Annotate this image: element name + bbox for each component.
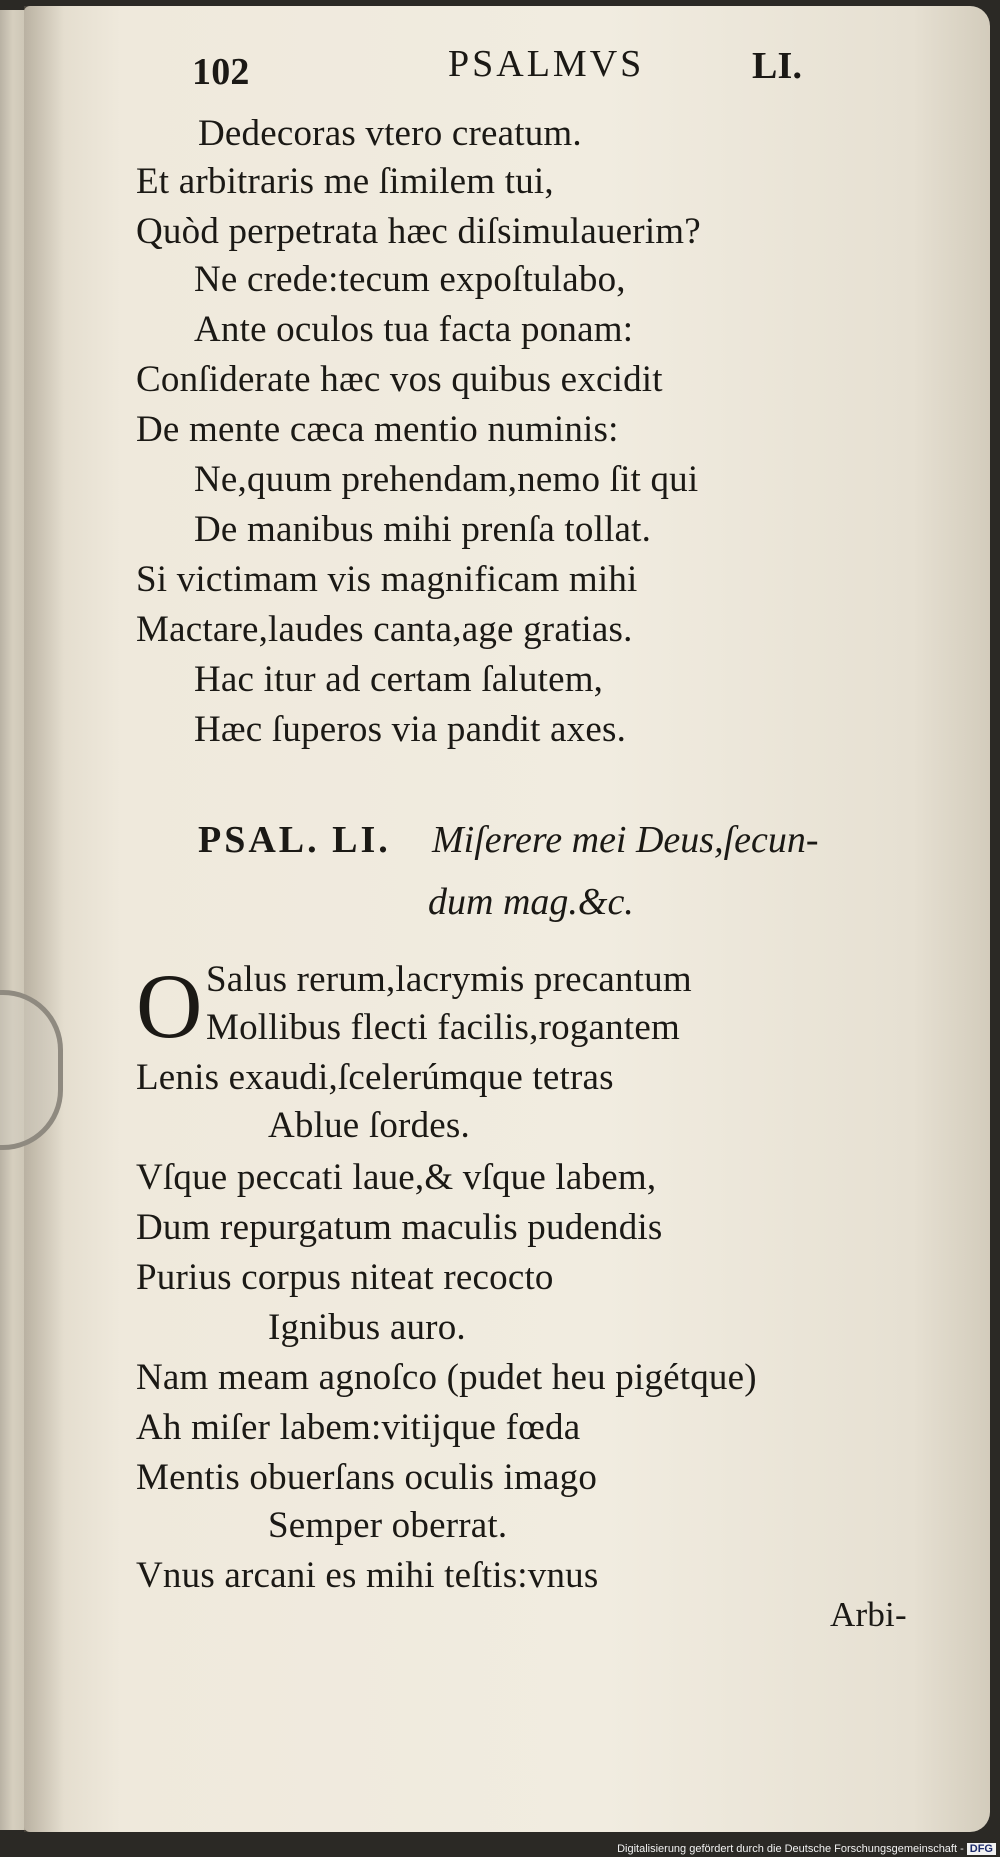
verse-line: Hac itur ad certam ſalutem, bbox=[194, 659, 604, 700]
verse-line: Ante oculos tua facta ponam: bbox=[194, 309, 634, 350]
drop-cap: O bbox=[136, 955, 203, 1057]
verse-line: Semper oberrat. bbox=[268, 1505, 508, 1546]
psalm-number: LI. bbox=[752, 45, 803, 87]
verse-line: Dedecoras vtero creatum. bbox=[198, 113, 582, 154]
verse-line: Vſque peccati laue,& vſque labem, bbox=[136, 1157, 657, 1198]
verse-line: De manibus mihi prenſa tollat. bbox=[194, 509, 652, 550]
psalm-incipit-continued: dum mag.&c. bbox=[428, 881, 634, 923]
verse-line: Lenis exaudi,ſcelerúmque tetras bbox=[136, 1057, 614, 1098]
verse-line: Dum repurgatum maculis pudendis bbox=[136, 1207, 663, 1248]
catchword: Arbi- bbox=[830, 1595, 907, 1634]
verse-line: Vnus arcani es mihi teſtis:vnus bbox=[136, 1555, 599, 1596]
verse-line: Et arbitraris me ſimilem tui, bbox=[136, 161, 554, 202]
verse-line: De mente cæca mentio numinis: bbox=[136, 409, 619, 450]
verse-line: Nam meam agnoſco (pudet heu pigétque) bbox=[136, 1357, 757, 1398]
verse-line: Ne crede:tecum expoſtulabo, bbox=[194, 259, 626, 300]
verse-line: Salus rerum,lacrymis precantum bbox=[206, 959, 692, 1000]
verse-line: Conſiderate hæc vos quibus excidit bbox=[136, 359, 663, 400]
verse-line: Mentis obuerſans oculis imago bbox=[136, 1457, 598, 1498]
psalm-label: PSAL. LI. bbox=[198, 819, 391, 861]
verse-line: Quòd perpetrata hæc diſsimulauerim? bbox=[136, 211, 701, 252]
verse-line: Hæc ſuperos via pandit axes. bbox=[194, 709, 627, 750]
verse-line: Mactare,laudes canta,age gratias. bbox=[136, 609, 633, 650]
verse-line: Ignibus auro. bbox=[268, 1307, 466, 1348]
verse-line: Ah miſer labem:vitijque fœda bbox=[136, 1407, 581, 1448]
verse-line: Ablue ſordes. bbox=[268, 1105, 470, 1146]
verse-line: Mollibus flecti facilis,rogantem bbox=[206, 1007, 680, 1048]
verse-line: Ne,quum prehendam,nemo ſit qui bbox=[194, 459, 699, 500]
psalm-incipit: Miſerere mei Deus,ſecun- bbox=[432, 819, 819, 861]
verse-line: Si victimam vis magnificam mihi bbox=[136, 559, 638, 600]
credit-text: Digitalisierung gefördert durch die Deutsche Forschungsgemeinschaft - bbox=[617, 1843, 964, 1855]
digitization-credit bbox=[617, 1843, 996, 1855]
verse-line: Purius corpus niteat recocto bbox=[136, 1257, 554, 1298]
running-title: PSALMVS bbox=[448, 43, 645, 85]
page-number: 102 bbox=[192, 51, 250, 93]
dfg-logo: DFG bbox=[967, 1843, 996, 1855]
